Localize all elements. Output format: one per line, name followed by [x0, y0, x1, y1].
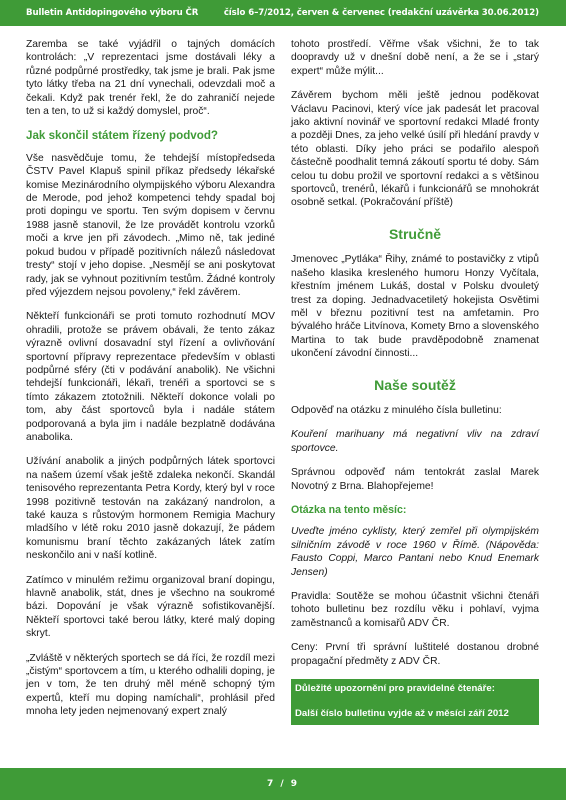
- page-footer: [0, 768, 566, 800]
- paragraph: Vše nasvědčuje tomu, že tehdejší místopředseda ČSTV Pavel Klapuš spinil příkaz předsedy lékařské komise Mezinárodního olympijského výboru Alexandra de Merode, pod jehož kompetenci tehdy spadal boj proti dopingu ve sportu. Ten svým dopisem v červnu 1988 jasně stanovil, že lze provádět kontrolu vzorků moči a krve jen při závodech. „Mimo ně, tak jediné pokud budou v případě pozitivních nálezů následovat tresty“ stojí v jeho dopise. „Nesmějí se ani poskytovat rady, jak se vyhnout pozitivním testům. Žádné kontroly před výjezdem nejsou povoleny,“ řekl závěrem.: [26, 152, 275, 298]
- left-column: [26, 38, 275, 730]
- previous-answer: [291, 428, 539, 455]
- section-heading: Jak skončil státem řízený podvod?: [26, 129, 218, 143]
- issue-info: číslo 6–7/2012, červen & červenec (redakční uzávěrka 30.06.2012): [223, 8, 539, 18]
- bulletin-title: Bulletin Antidopingového výboru ČR: [26, 8, 199, 18]
- paragraph: Někteří funkcionáři se proti tomuto rozhodnutí MOV ohradili, protože se právem obávali, že tento zákaz výrazně ovlivní dosavadní styl řízení a ovlivňování sportovní přípravy reprezentace především v oblasti podpůrné sféry (čti v podávání anabolik). Ne všichni tehdejší funkcionáři, lékaři, trenéři a sportovci se s tímto zákazem ztotožnili. Někteří dokonce volali po tom, aby část sportovců byla i nadále státem podporovaná a byla jim i nadále bezplatně dodávána anabolika.: [26, 311, 275, 443]
- question-text: Uveďte jméno cyklisty, který zemřel při olympijském silničním závodě v roce 1960 v Římě. (Nápověda: Fausto Coppi, Marco Pantani nebo Knud Enemark Jensen): [291, 526, 539, 578]
- notice-text: Další číslo bulletinu vyjde až v měsíci září 2012: [295, 708, 509, 720]
- paragraph: Zatímco v minulém režimu organizoval braní dopingu, hlavně anabolik, stát, dnes je všechno na soukromé bázi. Dopování je však výrazně sofistikovanější. Někteří sportovci také berou látky, které malý doping skryt.: [26, 574, 275, 640]
- right-column: [291, 38, 539, 725]
- paragraph: Odpověď na otázku z minulého čísla bulletinu:: [291, 404, 502, 416]
- page-number: 7 / 9: [266, 779, 300, 789]
- paragraph: Jmenovec „Pytláka“ Řihy, známé to postavičky z vtipů našeho klasika kresleného humoru Honzy Vyčítala, křestním jménem Lukáš, dostal v Polsku dvouletý trest za doping. Jednadvacetiletý hokejista Osvětimi měl v březnu pozitivní test na amfetamin. Pro bývalého hráče Litvínova, Komety Brno a slovenského Martina to tak bude pravděpodobně znamenat ukončení závodní činnosti...: [291, 254, 539, 360]
- paragraph: Správnou odpověď nám tentokrát zaslal Marek Novotný z Brna. Blahopřejeme!: [291, 467, 539, 492]
- paragraph: Užívání anabolik a jiných podpůrných látek sportovci na našem území však ještě zdaleka nekončí. Skandál tenisového reprezentanta Petra Kordy, který byl v roce 1998 pozitivně testován na zakázaný nandrolon, a také kauza s růstovým hormonem Remigia Machury mladšího v létě roku 2010 jasně dokazují, že pádem komunismu braní těchto zakázaných látek zatím neskončilo ani v naší kotlině.: [26, 456, 275, 562]
- notice-title: Důležité upozornění pro pravidelné čtenáře:: [295, 683, 495, 695]
- contest-heading: Naše soutěž: [374, 376, 456, 393]
- paragraph: „Zvláště v některých sportech se dá říci, že rozdíl mezi „čistým“ sportovcem a tím, u kterého odhalili doping, je jen v tom, že ten druhý měl méně schopný tým expertů, kteří mu doping namíchali“, prohlásil před mnoha lety jeden nejmenovaný expert znalý: [26, 652, 275, 718]
- question: [291, 525, 539, 579]
- prizes-paragraph: Ceny: První tři správní luštitelé dostanou drobné propagační předměty z ADV ČR.: [291, 642, 539, 667]
- answer-text: Kouření marihuany má negativní vliv na zdraví sportovce.: [291, 429, 539, 454]
- rules-paragraph: Pravidla: Soutěže se mohou účastnit všichni čtenáři tohoto bulletinu bez rozdílu věku i pohlaví, vyjma zaměstnanců a komisařů ADV ČR.: [291, 591, 539, 629]
- notice-box: [291, 679, 539, 725]
- paragraph: Zaremba se také vyjádřil o tajných domácích kontrolách: „V reprezentaci jsme dostávali léky a různé podpůrné prostředky, tak jsme je brali. Pak jsme tyto látky třeba na 21 dní vynechali, odevzdali moč a čekali. Když pak trenér řekl, že do zahraničí nejede ten a ten, to už si každý domyslel, proč“.: [26, 39, 275, 118]
- question-heading: Otázka na tento měsíc:: [291, 503, 407, 516]
- paragraph: Závěrem bychom měli ještě jednou poděkovat Václavu Pacinovi, který více jak padesát let pracoval jako aktivní novinář ve sportovní redakci Mladé fronty a později Dnes, za jeho velké úsilí při hledání pravdy v této oblasti. Díky jeho práci se podařilo alespoň částečně poodhalit temná zákoutí sportu té doby. Sám celou tu dobu prožil ve sportovní redakci a s většinou sportovců, trenérů, lékařů i funkcionářů se mnohokrát osobně setkal. (Pokračování příště): [291, 90, 539, 209]
- news-heading: Stručně: [388, 225, 442, 242]
- page-header: [0, 0, 566, 26]
- paragraph: tohoto prostředí. Věřme však všichni, že to tak doopravdy už v dnešní době není, a že se i „starý expert“ může mýlit...: [291, 39, 539, 77]
